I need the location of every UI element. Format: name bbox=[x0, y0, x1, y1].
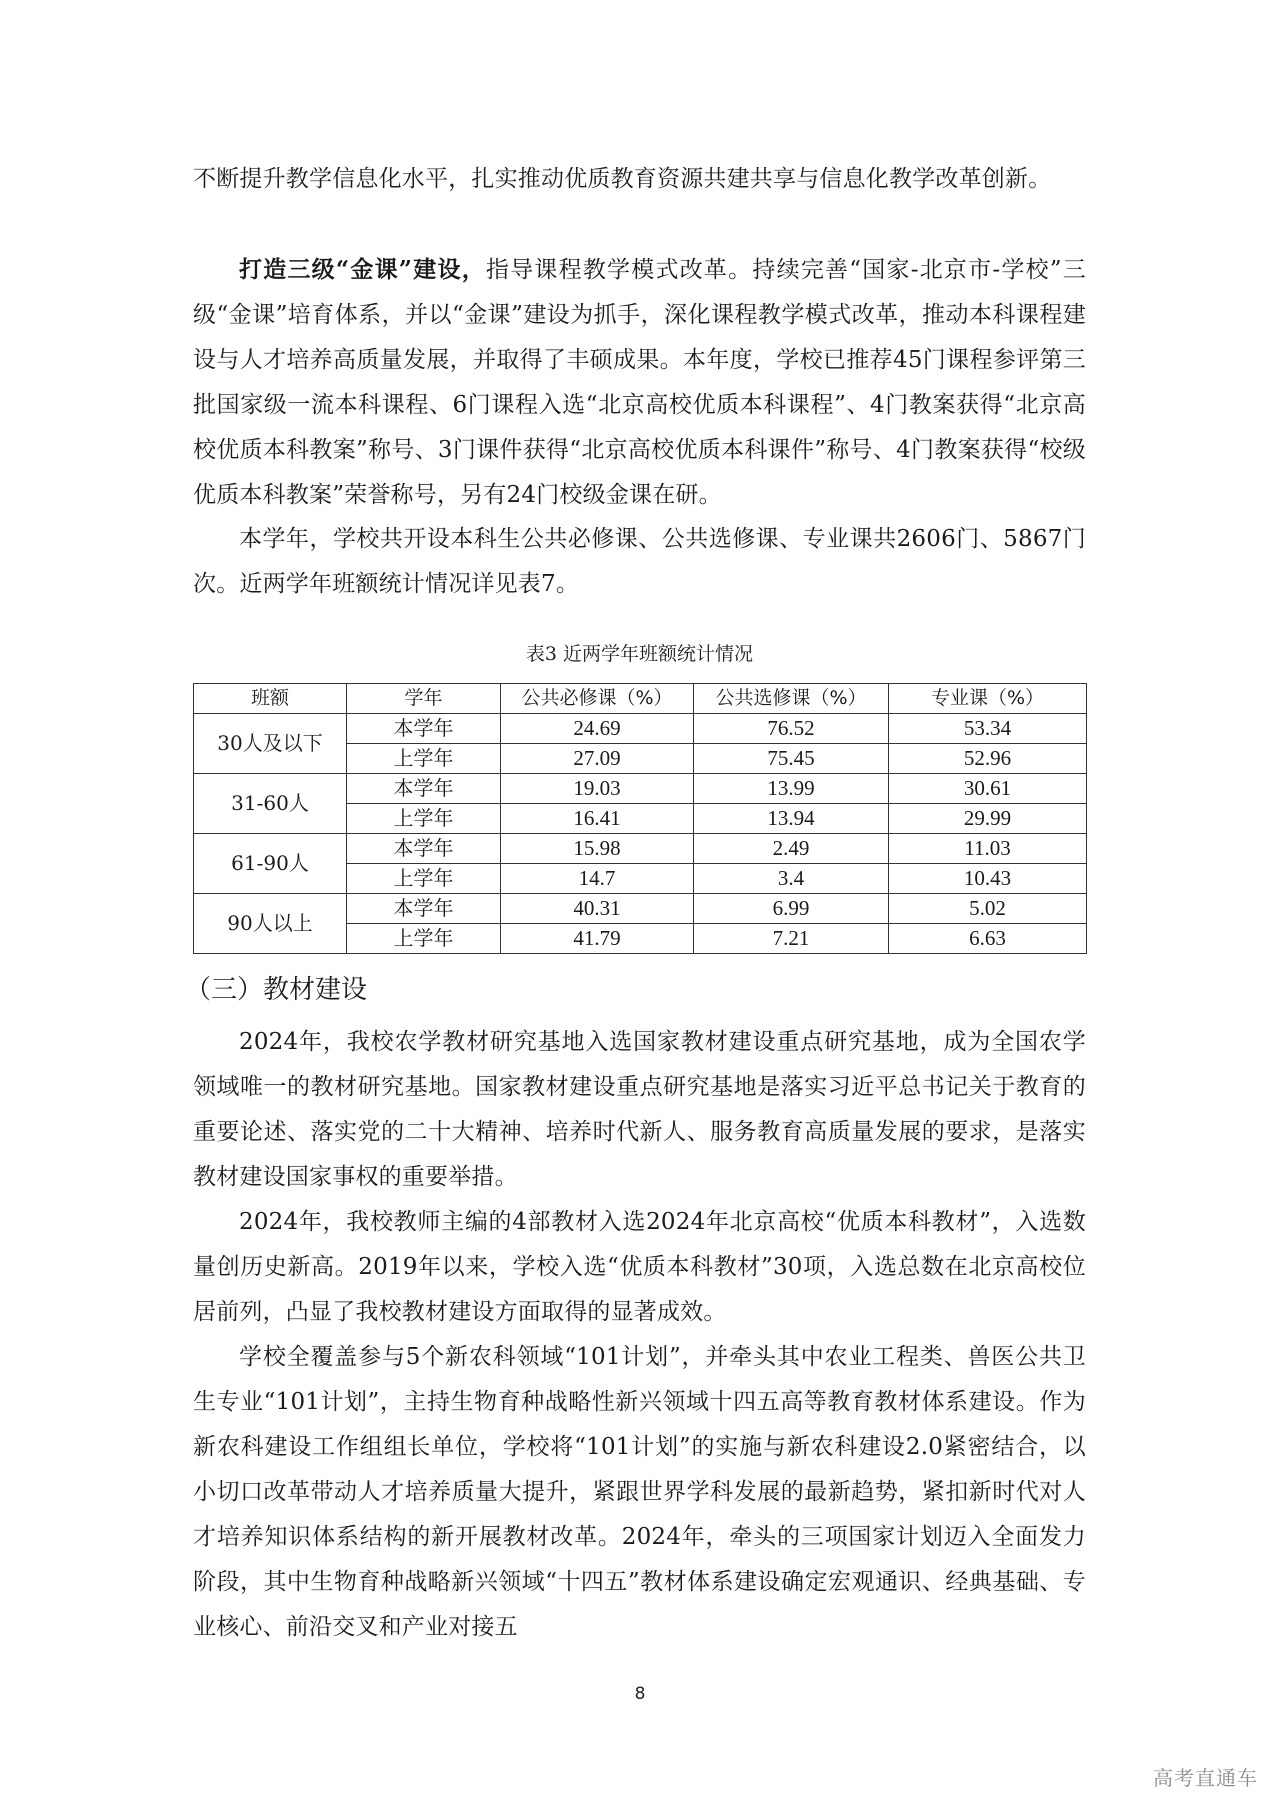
elective-cell: 13.94 bbox=[694, 804, 889, 834]
required-cell: 16.41 bbox=[501, 804, 694, 834]
required-cell: 15.98 bbox=[501, 834, 694, 864]
paragraph-continuation: 不断提升教学信息化水平，扎实推动优质教育资源共建共享与信息化教学改革创新。 bbox=[193, 166, 1052, 192]
major-cell: 10.43 bbox=[889, 864, 1087, 894]
header-class-size: 班额 bbox=[194, 684, 347, 714]
major-cell: 11.03 bbox=[889, 834, 1087, 864]
section-heading: （三）教材建设 bbox=[185, 975, 368, 1005]
year-cell: 本学年 bbox=[347, 834, 501, 864]
paragraph-lead-bold: 打造三级“金课”建设， bbox=[239, 256, 486, 283]
paragraph-golden-courses bbox=[193, 247, 1086, 518]
table-row bbox=[194, 894, 1087, 924]
elective-cell: 75.45 bbox=[694, 744, 889, 774]
year-cell: 上学年 bbox=[347, 744, 501, 774]
required-cell: 14.7 bbox=[501, 864, 694, 894]
elective-cell: 3.4 bbox=[694, 864, 889, 894]
paragraph-course-count: 本学年，学校共开设本科生公共必修课、公共选修课、专业课共2606门、5867门次。近两学年班额统计情况详见表7。 bbox=[193, 526, 1086, 597]
elective-cell: 7.21 bbox=[694, 924, 889, 954]
elective-cell: 2.49 bbox=[694, 834, 889, 864]
table-row bbox=[194, 774, 1087, 804]
required-cell: 41.79 bbox=[501, 924, 694, 954]
table-row bbox=[194, 714, 1087, 744]
class-size-cell: 30人及以下 bbox=[194, 714, 347, 774]
table-header-row bbox=[194, 684, 1087, 714]
class-size-cell: 90人以上 bbox=[194, 894, 347, 954]
year-cell: 本学年 bbox=[347, 894, 501, 924]
elective-cell: 76.52 bbox=[694, 714, 889, 744]
class-size-table bbox=[193, 683, 1087, 954]
year-cell: 本学年 bbox=[347, 714, 501, 744]
year-cell: 上学年 bbox=[347, 924, 501, 954]
required-cell: 19.03 bbox=[501, 774, 694, 804]
year-cell: 上学年 bbox=[347, 804, 501, 834]
required-cell: 40.31 bbox=[501, 894, 694, 924]
paragraph-101-plan: 学校全覆盖参与5个新农科领域“101计划”，并牵头其中农业工程类、兽医公共卫生专业“101计划”，主持生物育种战略性新兴领域十四五高等教育教材体系建设。作为新农科建设工作组组长单位，学校将“101计划”的实施与新农科建设2.0紧密结合，以小切口改革带动人才培养质量大提升，紧跟世界学科发展的最新趋势，紧扣新时代对人才培养知识体系结构的新开展教材改革。2024年，牵头的三项国家计划迈入全面发力阶段，其中生物育种战略新兴领域“十四五”教材体系建设确定宏观通识、经典基础、专业核心、前沿交叉和产业对接五 bbox=[193, 1344, 1086, 1640]
year-cell: 上学年 bbox=[347, 864, 501, 894]
paragraph-quality-textbooks: 2024年，我校教师主编的4部教材入选2024年北京高校“优质本科教材”，入选数量创历史新高。2019年以来，学校入选“优质本科教材”30项，入选总数在北京高校位居前列，凸显了我校教材建设方面取得的显著成效。 bbox=[193, 1209, 1086, 1325]
class-size-cell: 31-60人 bbox=[194, 774, 347, 834]
major-cell: 5.02 bbox=[889, 894, 1087, 924]
major-cell: 52.96 bbox=[889, 744, 1087, 774]
year-cell: 本学年 bbox=[347, 774, 501, 804]
watermark: 高考直通车 bbox=[1153, 1766, 1258, 1790]
major-cell: 30.61 bbox=[889, 774, 1087, 804]
table-caption: 表3 近两学年班额统计情况 bbox=[525, 643, 754, 665]
major-cell: 6.63 bbox=[889, 924, 1087, 954]
class-size-cell: 61-90人 bbox=[194, 834, 347, 894]
paragraph-textbook-base: 2024年，我校农学教材研究基地入选国家教材建设重点研究基地，成为全国农学领域唯一的教材研究基地。国家教材建设重点研究基地是落实习近平总书记关于教育的重要论述、落实党的二十大精神、培养时代新人、服务教育高质量发展的要求，是落实教材建设国家事权的重要举措。 bbox=[193, 1029, 1086, 1190]
required-cell: 24.69 bbox=[501, 714, 694, 744]
paragraph-body: 指导课程教学模式改革。持续完善“国家-北京市-学校”三级“金课”培育体系，并以“金课”建设为抓手，深化课程教学模式改革，推动本科课程建设与人才培养高质量发展，并取得了丰硕成果。本年度，学校已推荐45门课程参评第三批国家级一流本科课程、6门课程入选“北京高校优质本科课程”、4门教案获得“北京高校优质本科教案”称号、3门课件获得“北京高校优质本科课件”称号、4门教案获得“校级优质本科教案”荣誉称号，另有24门校级金课在研。 bbox=[193, 257, 1086, 508]
major-cell: 29.99 bbox=[889, 804, 1087, 834]
header-academic-year: 学年 bbox=[347, 684, 501, 714]
elective-cell: 13.99 bbox=[694, 774, 889, 804]
elective-cell: 6.99 bbox=[694, 894, 889, 924]
header-major-course: 专业课（%） bbox=[889, 684, 1087, 714]
required-cell: 27.09 bbox=[501, 744, 694, 774]
header-public-elective: 公共选修课（%） bbox=[694, 684, 889, 714]
major-cell: 53.34 bbox=[889, 714, 1087, 744]
header-public-required: 公共必修课（%） bbox=[501, 684, 694, 714]
table-row bbox=[194, 834, 1087, 864]
page-number: 8 bbox=[634, 1684, 646, 1704]
